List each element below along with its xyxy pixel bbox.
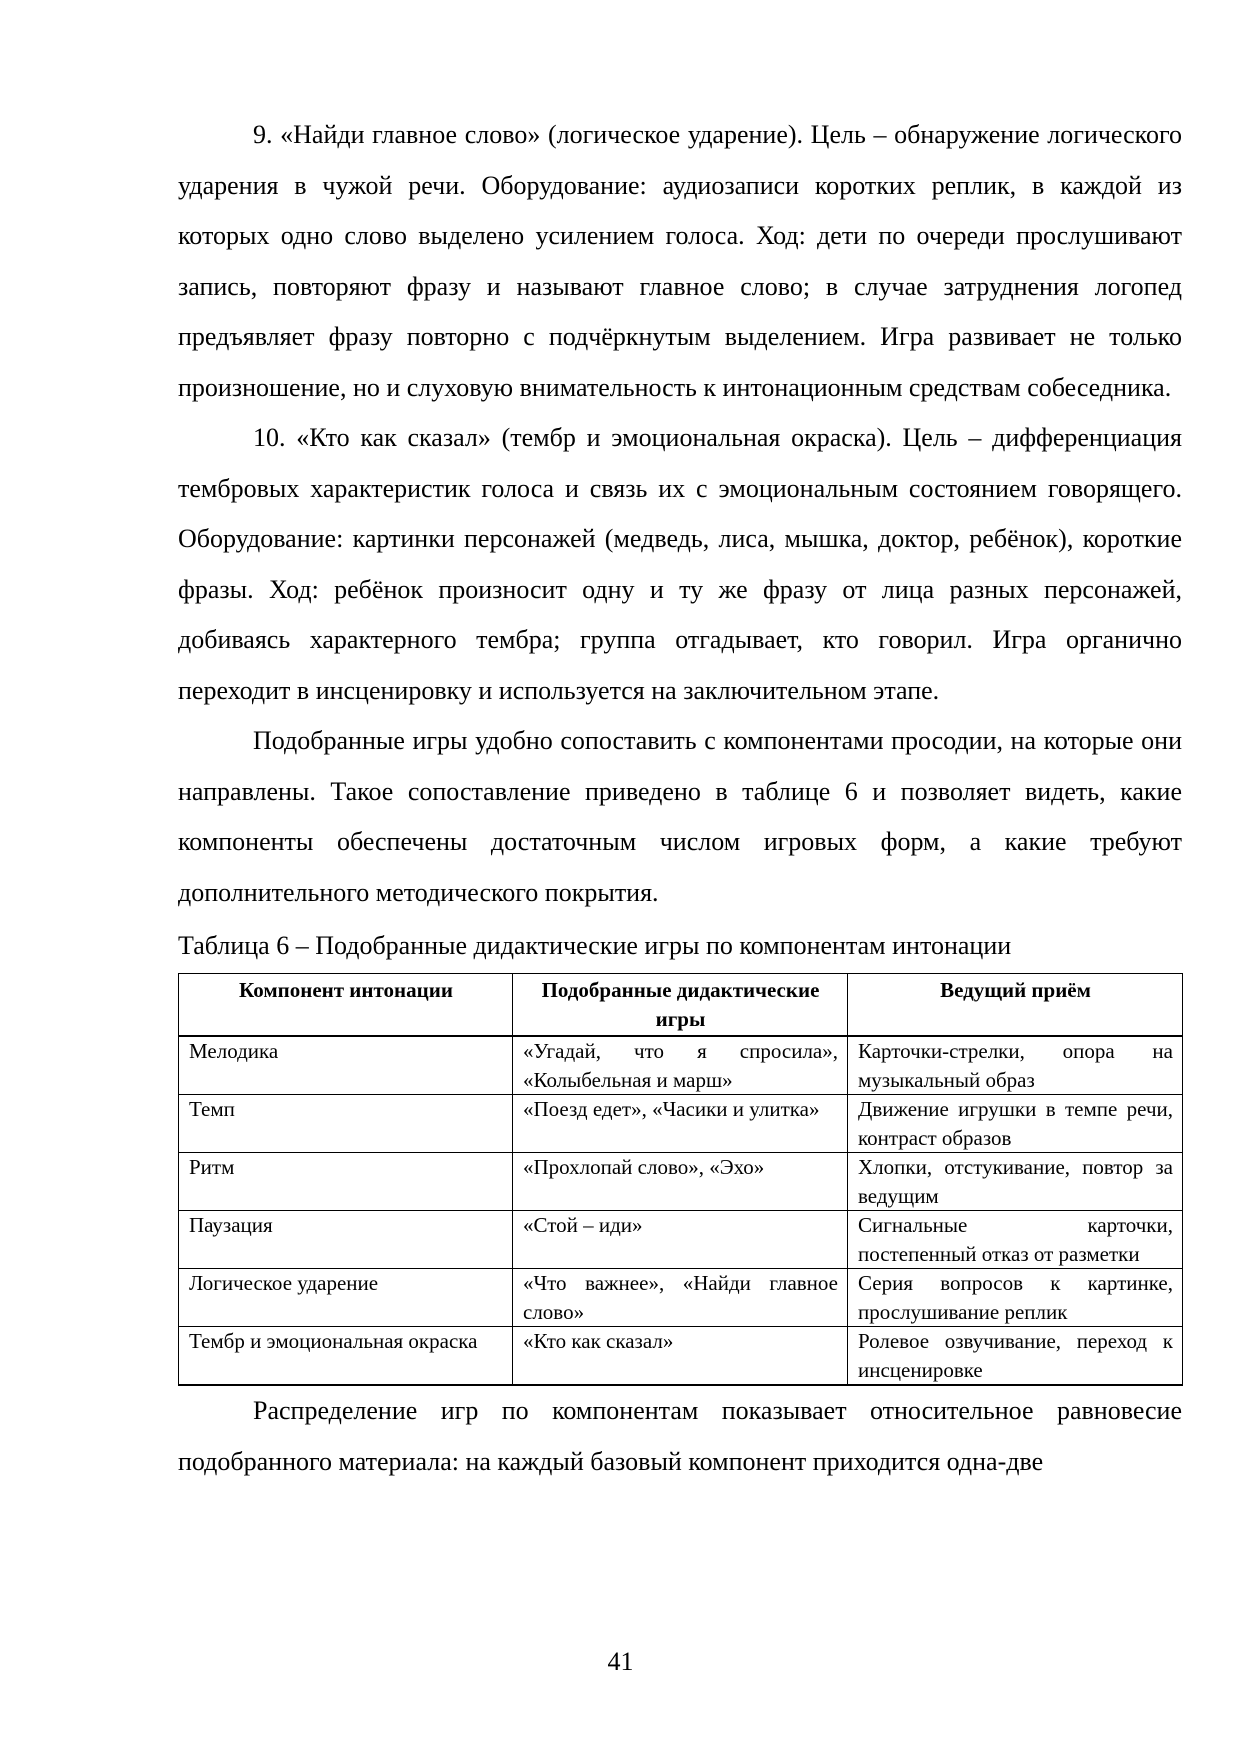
table-row (179, 1269, 1183, 1327)
table-row (179, 1327, 1183, 1386)
table-cell: «Стой – иди» (513, 1211, 848, 1269)
table-cell: Карточки-стрелки, опора на музыкальный образ (848, 1036, 1183, 1095)
table-cell: Темп (179, 1095, 513, 1153)
table-cell: Хлопки, отстукивание, повтор за ведущим (848, 1153, 1183, 1211)
table-cell: Паузация (179, 1211, 513, 1269)
table-cell: «Что важнее», «Найди главное слово» (513, 1269, 848, 1327)
paragraph-game-10: 10. «Кто как сказал» (тембр и эмоциональная окраска). Цель – дифференциация тембровых характеристик голоса и связь их с эмоциональным состоянием говорящего. Оборудование: картинки персонажей (медведь, лиса, мышка, доктор, ребёнок), короткие фразы. Ход: ребёнок произносит одну и ту же фразу от лица разных персонажей, добиваясь характерного тембра; группа отгадывает, кто говорил. Игра органично переходит в инсценировку и используется на заключительном этапе. (178, 423, 1182, 705)
table-cell: Движение игрушки в темпе речи, контраст образов (848, 1095, 1183, 1153)
table-cell: «Кто как сказал» (513, 1327, 848, 1386)
table-caption: Таблица 6 – Подобранные дидактические игры по компонентам интонации (178, 931, 1012, 960)
table-cell: Тембр и эмоциональная окраска (179, 1327, 513, 1386)
table-cell: Сигнальные карточки, постепенный отказ от разметки (848, 1211, 1183, 1269)
table-cell: Ролевое озвучивание, переход к инсценировке (848, 1327, 1183, 1386)
table-cell: «Прохлопай слово», «Эхо» (513, 1153, 848, 1211)
column-header: Подобранные дидактические игры (513, 974, 848, 1037)
games-table (178, 973, 1183, 1386)
table-cell: Мелодика (179, 1036, 513, 1095)
paragraph-after-table: Распределение игр по компонентам показывает относительное равновесие подобранного материала: на каждый базовый компонент приходится одна-две (178, 1396, 1182, 1476)
table-row (179, 1036, 1183, 1095)
table-cell: «Поезд едет», «Часики и улитка» (513, 1095, 848, 1153)
page-number: 41 (607, 1647, 634, 1676)
page-content (178, 110, 1182, 1487)
table-row (179, 1211, 1183, 1269)
table-cell: Серия вопросов к картинке, прослушивание реплик (848, 1269, 1183, 1327)
table-cell: Ритм (179, 1153, 513, 1211)
column-header: Ведущий приём (848, 974, 1183, 1037)
table-row (179, 1153, 1183, 1211)
table-cell: «Угадай, что я спросила», «Колыбельная и марш» (513, 1036, 848, 1095)
table-row (179, 1095, 1183, 1153)
table-cell: Логическое ударение (179, 1269, 513, 1327)
table-header-row (179, 974, 1183, 1037)
paragraph-table-intro: Подобранные игры удобно сопоставить с компонентами просодии, на которые они направлены. Такое сопоставление приведено в таблице 6 и позволяет видеть, какие компоненты обеспечены достаточным числом игровых форм, а какие требуют дополнительного методического покрытия. (178, 726, 1182, 907)
column-header: Компонент интонации (179, 974, 513, 1037)
paragraph-game-9: 9. «Найди главное слово» (логическое ударение). Цель – обнаружение логического ударения в чужой речи. Оборудование: аудиозаписи коротких реплик, в каждой из которых одно слово выделено усилением голоса. Ход: дети по очереди прослушивают запись, повторяют фразу и называют главное слово; в случае затруднения логопед предъявляет фразу повторно с подчёркнутым выделением. Игра развивает не только произношение, но и слуховую внимательность к интонационным средствам собеседника. (178, 120, 1182, 402)
